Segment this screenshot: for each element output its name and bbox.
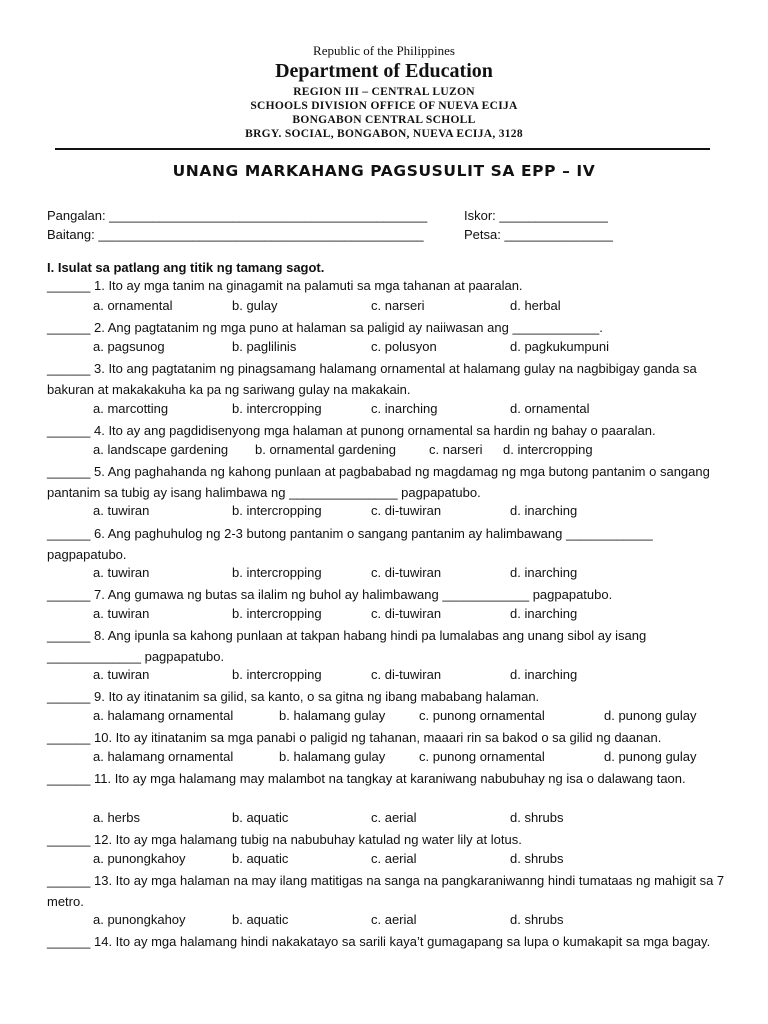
date-field: Petsa: _______________ [464, 227, 613, 242]
question-10: ______ 10. Ito ay itinatanim sa mga panabi o paligid ng tahanan, maaari rin sa bakod o sa gilid ng daanan. [47, 730, 662, 745]
choice-c: c. di-tuwiran [371, 503, 442, 518]
choice-b: b. paglilinis [232, 339, 297, 354]
choice-a: a. tuwiran [93, 503, 150, 518]
question-5: ______ 5. Ang paghahanda ng kahong punlaan at pagbababad ng magdamag ng mga butong pantanim o sangang pantanim sa tubig ay isang halimbawa ng _______________ pagpapatubo. [47, 464, 710, 500]
choices-1 [0, 298, 768, 318]
name-field: Pangalan: ____________________________________________ [47, 208, 428, 223]
choices-13 [0, 912, 768, 932]
choices-8 [0, 667, 768, 687]
choice-c: c. di-tuwiran [371, 606, 442, 621]
choices-10 [0, 749, 768, 769]
choice-d: d. shrubs [510, 851, 564, 866]
choices-5 [0, 503, 768, 523]
choice-d: d. pagkukumpuni [510, 339, 610, 354]
choices-9 [0, 708, 768, 728]
choice-a: a. ornamental [93, 298, 173, 313]
choice-a: a. punongkahoy [93, 851, 186, 866]
choices-12 [0, 851, 768, 871]
choice-d: d. inarching [510, 503, 578, 518]
choice-c: c. di-tuwiran [371, 565, 442, 580]
choice-b: b. intercropping [232, 401, 322, 416]
choice-b: b. aquatic [232, 851, 289, 866]
choice-a: a. landscape gardening [93, 442, 229, 457]
choice-b: b. halamang gulay [279, 708, 386, 723]
question-6: ______ 6. Ang paghuhulog ng 2-3 butong pantanim o sangang pantanim ay halimbawang ____________ pagpapatubo. [47, 526, 653, 562]
question-4: ______ 4. Ito ay ang pagdidisenyong mga halaman at punong ornamental sa hardin ng bahay o paaralan. [47, 423, 656, 438]
choice-c: c. inarching [371, 401, 438, 416]
question-2: ______ 2. Ang pagtatanim ng mga puno at halaman sa paligid ay naiiwasan ang ____________. [47, 320, 603, 335]
choice-b: b. aquatic [232, 810, 289, 825]
choice-c: c. di-tuwiran [371, 667, 442, 682]
choice-a: a. herbs [93, 810, 140, 825]
choice-d: d. inarching [510, 606, 578, 621]
school-line: BONGABON CENTRAL SCHOLL [292, 114, 476, 126]
choice-c: c. aerial [371, 810, 417, 825]
choice-d: d. inarching [510, 565, 578, 580]
choice-b: b. intercropping [232, 503, 322, 518]
choices-7 [0, 606, 768, 626]
question-1: ______ 1. Ito ay mga tanim na ginagamit na palamuti sa mga tahanan at paaralan. [47, 278, 523, 293]
choice-c: c. aerial [371, 912, 417, 927]
choice-b: b. gulay [232, 298, 278, 313]
question-9: ______ 9. Ito ay itinatanim sa gilid, sa kanto, o sa gitna ng ibang mababang halaman. [47, 689, 540, 704]
choice-a: a. punongkahoy [93, 912, 186, 927]
choice-c: c. polusyon [371, 339, 437, 354]
choice-d: d. shrubs [510, 810, 564, 825]
region-line: REGION III – CENTRAL LUZON [293, 86, 475, 98]
header-divider [55, 148, 710, 150]
choice-c: c. punong ornamental [419, 749, 545, 764]
choice-a: a. marcotting [93, 401, 169, 416]
choices-4 [0, 442, 768, 462]
choice-a: a. halamang ornamental [93, 749, 234, 764]
choices-6 [0, 565, 768, 585]
choice-a: a. tuwiran [93, 606, 150, 621]
choice-b: b. intercropping [232, 667, 322, 682]
exam-title: UNANG MARKAHANG PAGSUSULIT SA EPP – IV [172, 162, 596, 180]
department-name: Department of Education [275, 60, 493, 82]
question-7: ______ 7. Ang gumawa ng butas sa ilalim ng buhol ay halimbawang ____________ pagpapatubo. [47, 587, 613, 602]
choice-b: b. intercropping [232, 565, 322, 580]
choice-b: b. aquatic [232, 912, 289, 927]
choice-d: d. punong gulay [604, 749, 697, 764]
grade-field: Baitang: _____________________________________________ [47, 227, 424, 242]
republic-line: Republic of the Philippines [313, 43, 455, 58]
choice-a: a. halamang ornamental [93, 708, 234, 723]
choices-2 [0, 339, 768, 359]
question-11: ______ 11. Ito ay mga halamang may malambot na tangkay at karaniwang nabubuhay ng isa o dalawang taon. [47, 771, 686, 786]
choice-b: b. ornamental gardening [255, 442, 396, 457]
choice-d: d. intercropping [503, 442, 593, 457]
choice-d: d. herbal [510, 298, 561, 313]
choices-3 [0, 401, 768, 421]
section-instruction: I. Isulat sa patlang ang titik ng tamang sagot. [47, 260, 325, 275]
question-8: ______ 8. Ang ipunla sa kahong punlaan at takpan habang hindi pa lumalabas ang unang sibol ay isang _____________ pagpapatubo. [47, 628, 647, 664]
choice-d: d. ornamental [510, 401, 590, 416]
choice-c: c. aerial [371, 851, 417, 866]
choice-b: b. halamang gulay [279, 749, 386, 764]
choice-c: c. punong ornamental [419, 708, 545, 723]
choice-b: b. intercropping [232, 606, 322, 621]
question-13: ______ 13. Ito ay mga halaman na may ilang matitigas na sanga na pangkaraniwanng hindi tumataas ng mahigit sa 7 metro. [47, 873, 725, 909]
choices-11 [0, 810, 768, 830]
choice-d: d. inarching [510, 667, 578, 682]
choice-d: d. punong gulay [604, 708, 697, 723]
choice-a: a. tuwiran [93, 565, 150, 580]
choice-c: c. narseri [429, 442, 483, 457]
choice-c: c. narseri [371, 298, 425, 313]
choice-a: a. tuwiran [93, 667, 150, 682]
division-line: SCHOOLS DIVISION OFFICE OF NUEVA ECIJA [250, 100, 518, 112]
choice-d: d. shrubs [510, 912, 564, 927]
question-14: ______ 14. Ito ay mga halamang hindi nakakatayo sa sarili kaya’t gumagapang sa lupa o kumakapit sa mga bagay. [47, 934, 711, 949]
address-line: BRGY. SOCIAL, BONGABON, NUEVA ECIJA, 3128 [245, 128, 523, 140]
question-12: ______ 12. Ito ay mga halamang tubig na nabubuhay katulad ng water lily at lotus. [47, 832, 522, 847]
choice-a: a. pagsunog [93, 339, 165, 354]
score-field: Iskor: _______________ [464, 208, 608, 223]
question-3: ______ 3. Ito ang pagtatanim ng pinagsamang halamang ornamental at halamang gulay na nagbibigay ganda sa bakuran at makakakuha ka pa ng sariwang gulay na makakain. [47, 361, 697, 397]
